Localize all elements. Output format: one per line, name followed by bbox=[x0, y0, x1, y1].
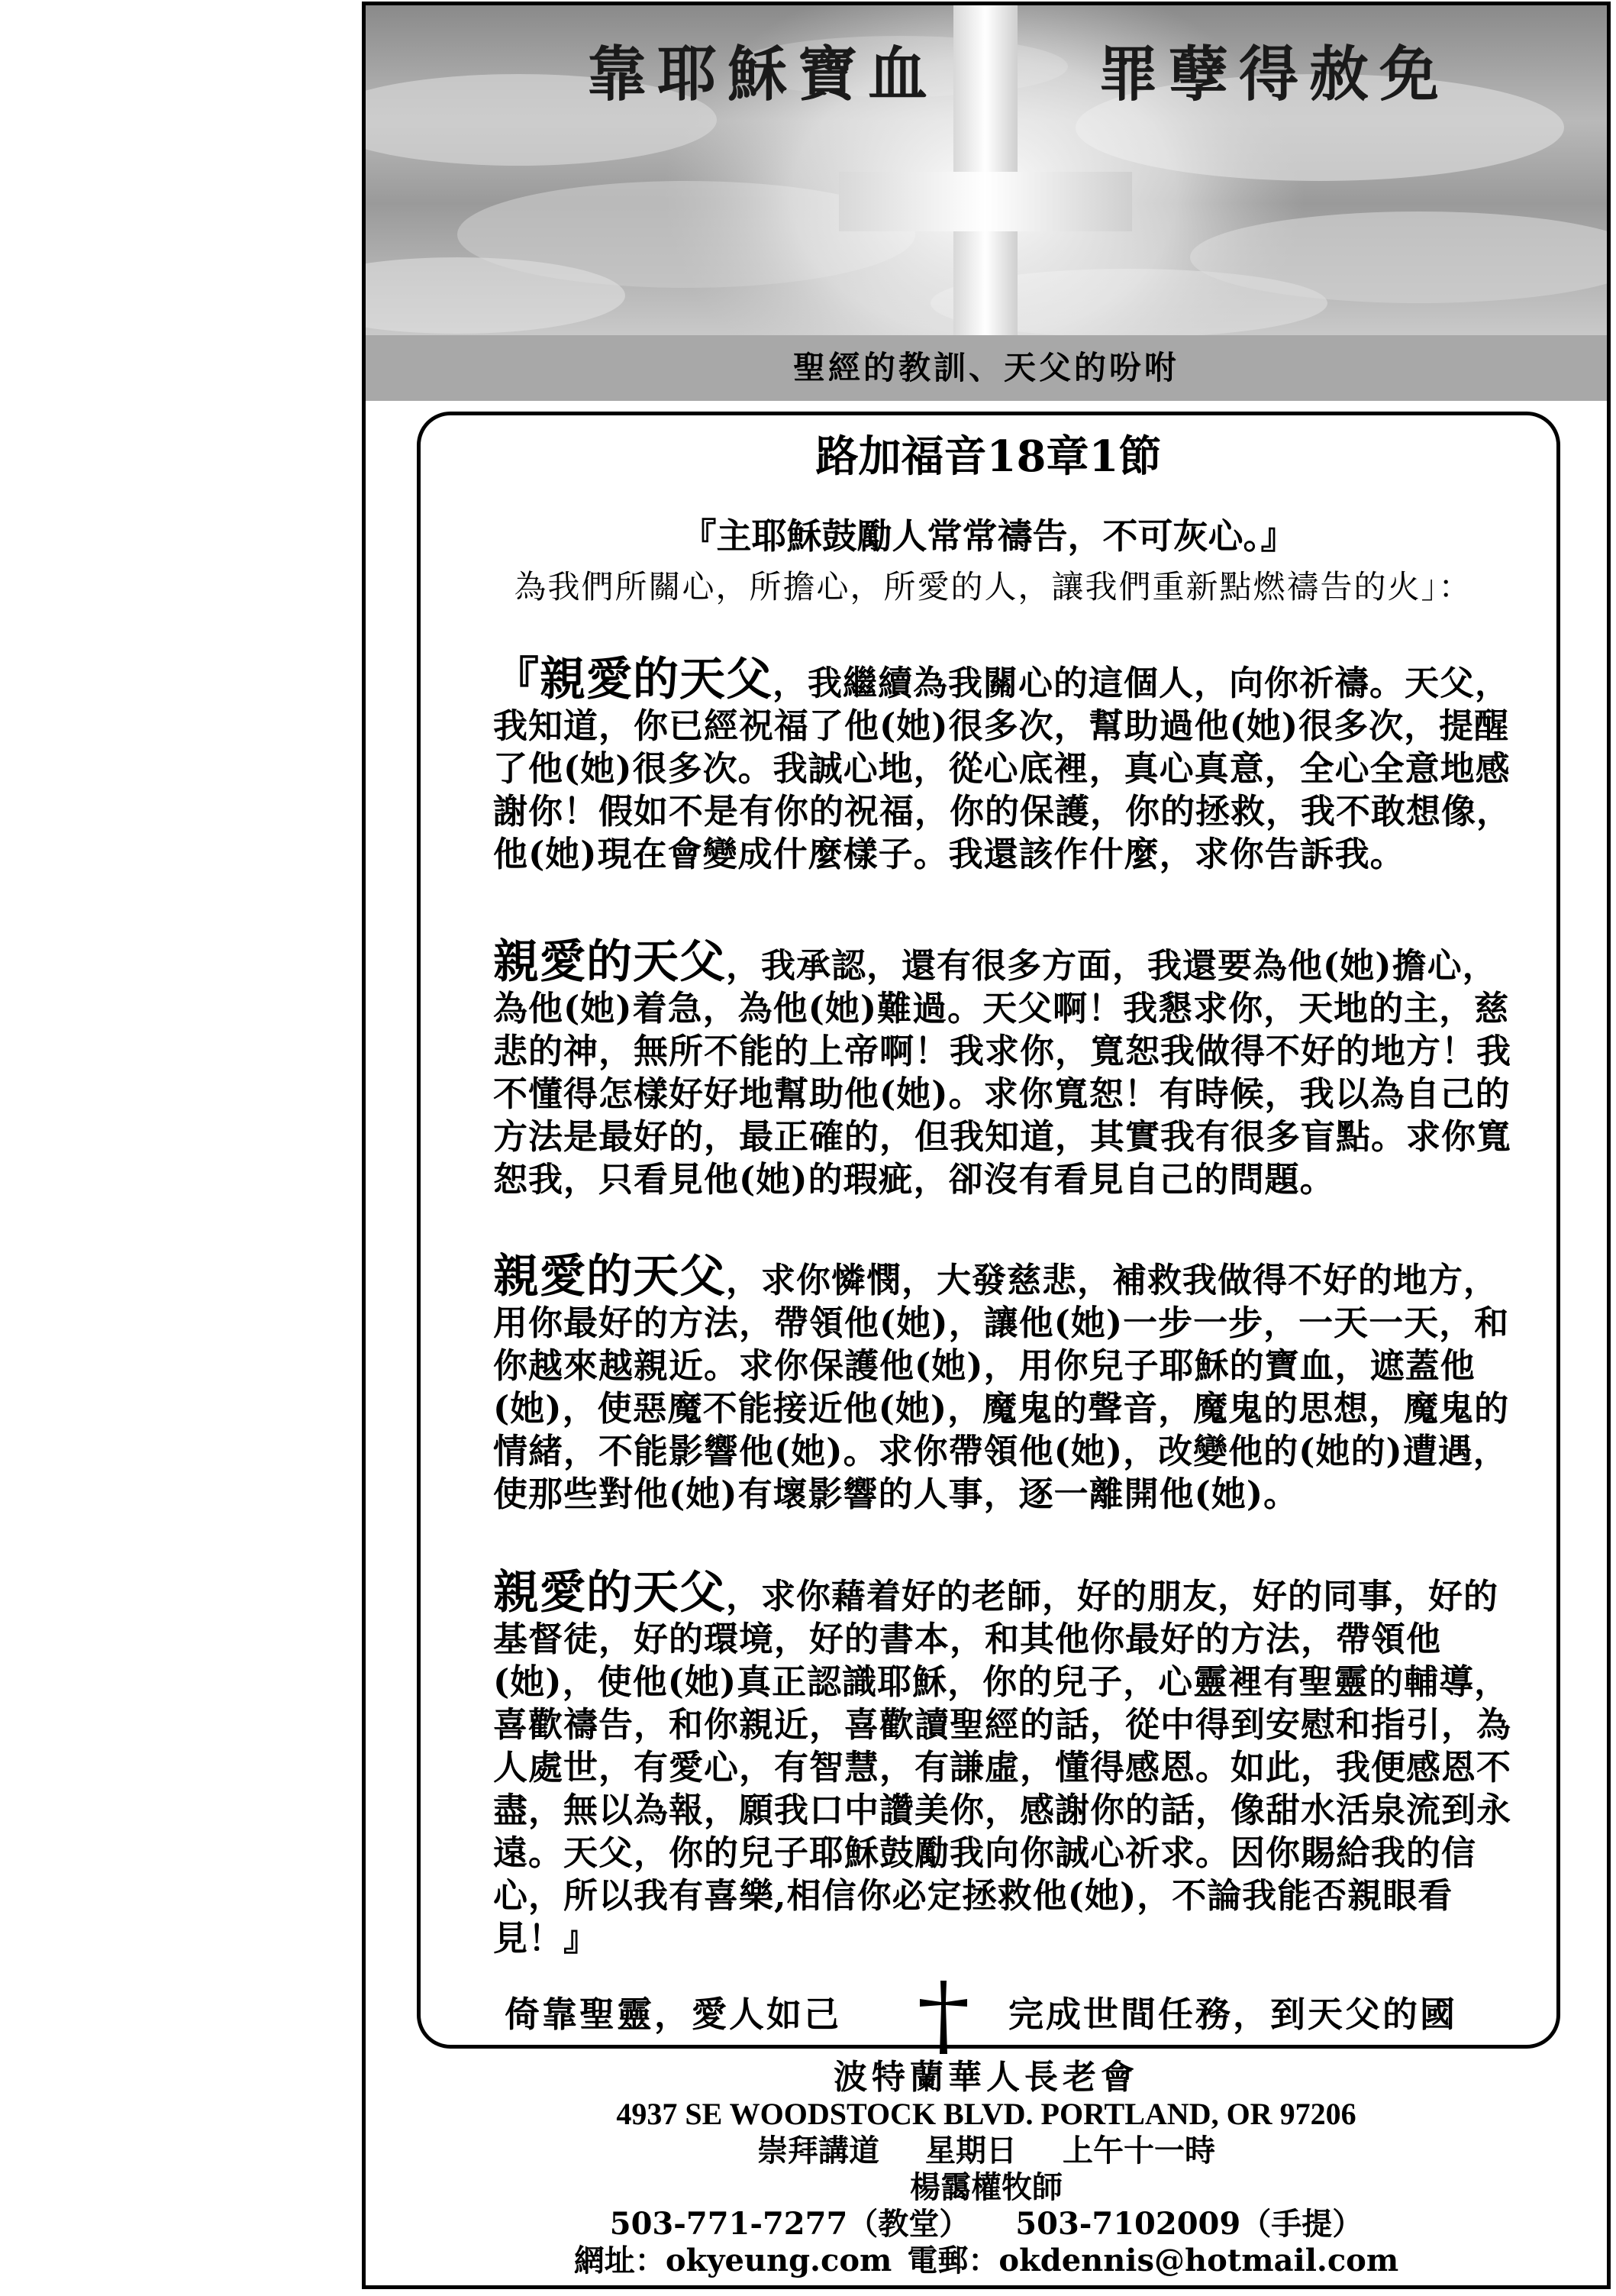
prayer-paragraph bbox=[493, 935, 1516, 1201]
header-banner bbox=[366, 5, 1607, 335]
service-label: 崇拜講道 bbox=[757, 2133, 879, 2168]
website-link[interactable]: okyeung.com bbox=[665, 2243, 892, 2278]
scripture-reference: 路加福音18章1節 bbox=[815, 431, 1162, 482]
prayer-paragraph bbox=[493, 653, 1516, 876]
pastor-name: 楊靄權牧師 bbox=[910, 2169, 1063, 2205]
phone-mobile: 503-7102009（手提） bbox=[1015, 2206, 1363, 2242]
bulletin-page bbox=[362, 2, 1611, 2289]
church-footer bbox=[366, 2059, 1607, 2279]
prayer-lead: 『親愛的天父 bbox=[493, 653, 773, 706]
prayer-box bbox=[417, 412, 1560, 2049]
church-name: 波特蘭華人長老會 bbox=[834, 2058, 1139, 2097]
prayer-lead: 親愛的天父 bbox=[493, 935, 726, 989]
contact-line bbox=[366, 2243, 1607, 2279]
closing-left: 倚靠聖靈，愛人如己 bbox=[505, 1994, 841, 2035]
email-label: 電郵： bbox=[907, 2243, 999, 2278]
prayer-lead: 親愛的天父 bbox=[493, 1250, 726, 1303]
scripture-verse: 『主耶穌鼓勵人常常禱告，不可灰心。』 bbox=[681, 515, 1296, 557]
service-times bbox=[366, 2133, 1607, 2169]
prayer-paragraph bbox=[493, 1250, 1516, 1516]
service-day: 星期日 bbox=[925, 2133, 1017, 2168]
phone-numbers bbox=[366, 2206, 1607, 2243]
closing-line bbox=[421, 1987, 1556, 2040]
service-time: 上午十一時 bbox=[1063, 2133, 1215, 2168]
prayer-lead: 親愛的天父 bbox=[493, 1566, 726, 1619]
web-label: 網址： bbox=[573, 2243, 666, 2278]
prayer-body: ，求你憐憫，大發慈悲，補救我做得不好的地方，用你最好的方法，帶領他(她)，讓他(她)一步一步，一天一天，和你越來越親近。求你保護他(她)，用你兒子耶穌的寶血，遮蓋他(她)，使惡魔不能接近他(她)，魔鬼的聲音，魔鬼的思想，魔鬼的情緒，不能影響他(她)。求你帶領他(她)，改變他的(她的)遭遇，使那些對他(她)有壞影響的人事，逐一離開他(她)。 bbox=[493, 1260, 1510, 1514]
prayer-body: ，求你藉着好的老師，好的朋友，好的同事，好的基督徒，好的環境，好的書本，和其他你最好的方法，帶領他(她)，使他(她)真正認識耶穌，你的兒子，心靈裡有聖靈的輔導，喜歡禱告，和你親近，喜歡讀聖經的話，從中得到安慰和指引，為人處世，有愛心，有智慧，有謙虛，懂得感恩。如此，我便感恩不盡，無以為報，願我口中讚美你，感謝你的話，像甜水活泉流到永遠。天父，你的兒子耶穌鼓勵我向你誠心祈求。因你賜給我的信心，所以我有喜樂,相信你必定拯救他(她)，不論我能否親眼看見！』 bbox=[493, 1576, 1512, 1959]
email-link[interactable]: okdennis@hotmail.com bbox=[998, 2243, 1399, 2278]
prayer-intro: 為我們所關心，所擔心，所愛的人，讓我們重新點燃禱告的火」： bbox=[514, 568, 1472, 605]
banner-title-right: 罪孽得赦免 bbox=[1098, 40, 1450, 109]
prayer-paragraph bbox=[493, 1566, 1516, 1960]
church-address: 4937 SE WOODSTOCK BLVD. PORTLAND, OR 97206 bbox=[616, 2097, 1356, 2131]
cross-icon bbox=[917, 1979, 970, 2055]
prayer-body: ，我承認，還有很多方面，我還要為他(她)擔心，為他(她)着急，為他(她)難過。天父啊！我懇求你，天地的主，慈悲的神，無所不能的上帝啊！我求你，寬恕我做得不好的地方！我不懂得怎樣好好地幫助他(她)。求你寬恕！有時候，我以為自己的方法是最好的，最正確的，但我知道，其實我有很多盲點。求你寬恕我，只看見他(她)的瑕疵，卻沒有看見自己的問題。 bbox=[493, 945, 1512, 1200]
phone-church: 503-771-7277（教堂） bbox=[609, 2206, 970, 2242]
subtitle-bar: 聖經的教訓、天父的吩咐 bbox=[366, 335, 1607, 401]
banner-title-left: 靠耶穌寶血 bbox=[587, 40, 939, 109]
prayer-body: ，我繼續為我關心的這個人，向你祈禱。天父，我知道，你已經祝福了他(她)很多次，幫助過他(她)很多次，提醒了他(她)很多次。我誠心地，從心底裡，真心真意，全心全意地感謝你！假如不是有你的祝福，你的保護，你的拯救，我不敢想像，他(她)現在會變成什麼樣子。我還該作什麼，求你告訴我。 bbox=[493, 663, 1512, 874]
closing-right: 完成世間任務，到天父的國 bbox=[1008, 1994, 1457, 2035]
